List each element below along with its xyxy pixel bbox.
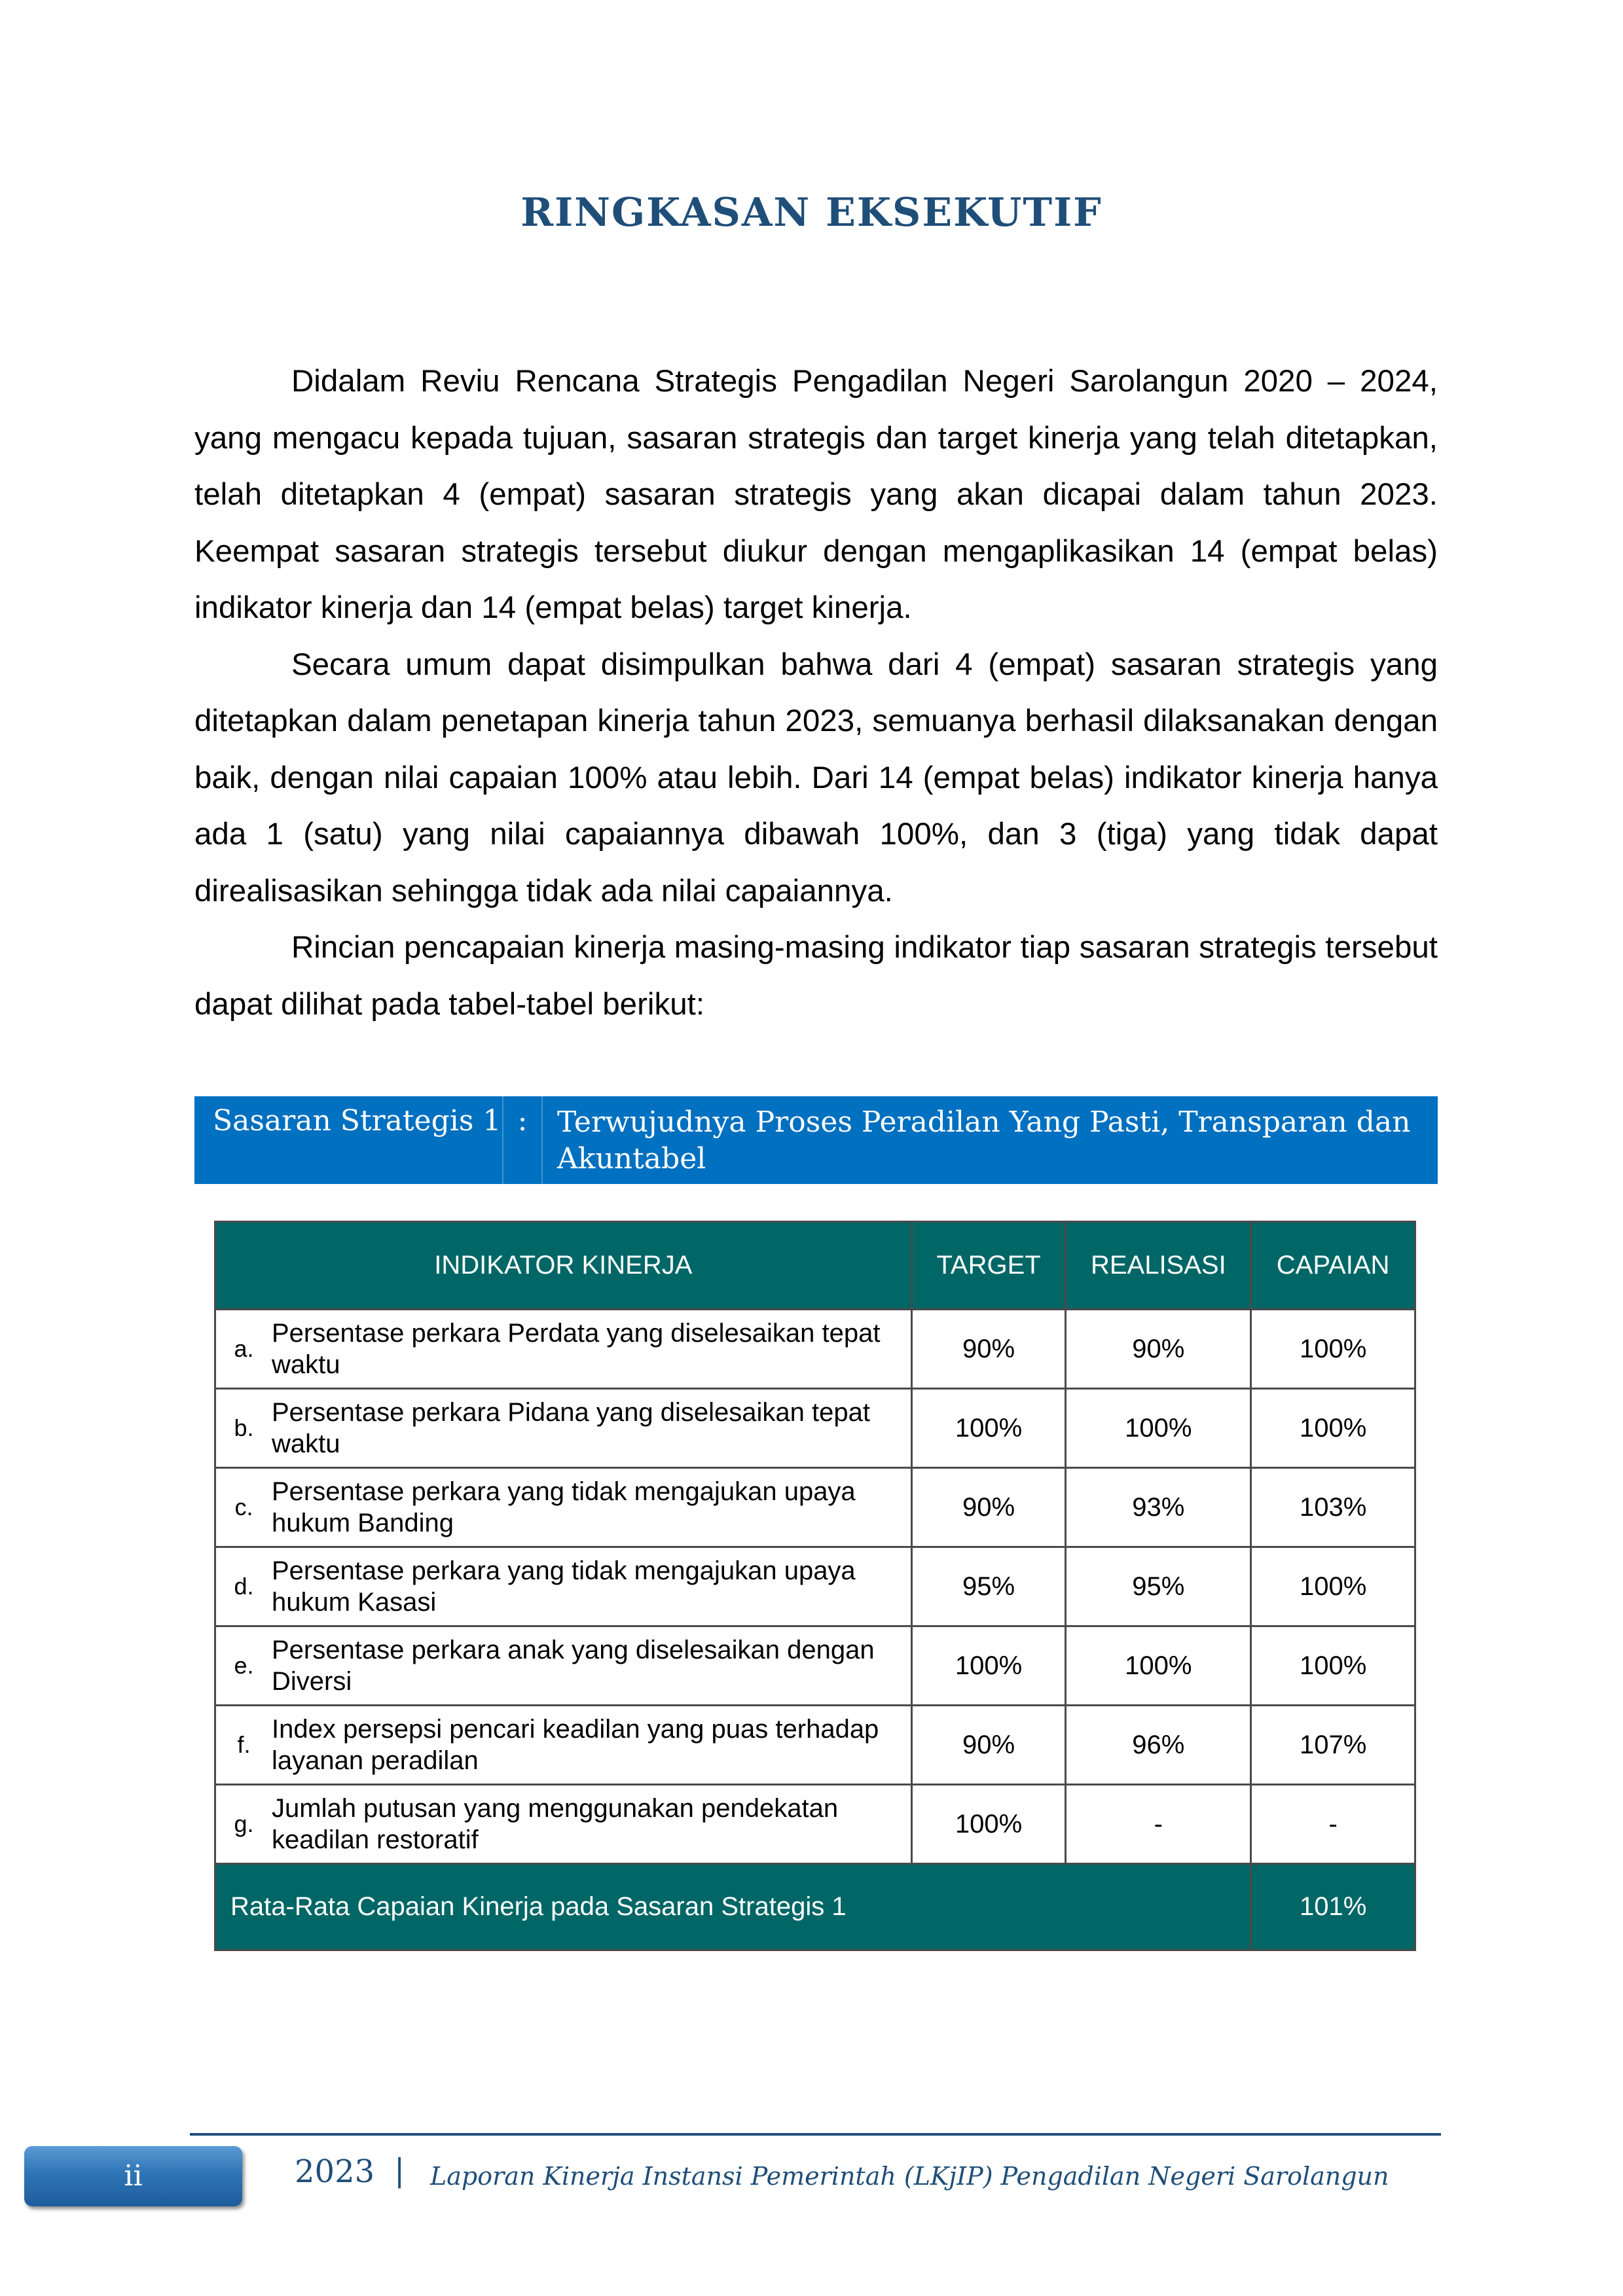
row-letter: c. — [234, 1494, 253, 1520]
realisasi-cell: 95% — [1066, 1547, 1251, 1626]
target-cell: 90% — [911, 1310, 1066, 1389]
target-cell: 90% — [911, 1706, 1066, 1785]
row-letter: b. — [234, 1414, 254, 1441]
sasaran-strategis-header — [194, 1096, 1438, 1184]
realisasi-cell: 96% — [1066, 1706, 1251, 1785]
indikator-cell — [215, 1468, 912, 1547]
row-letter: e. — [234, 1652, 254, 1679]
table-row — [215, 1468, 1415, 1547]
target-cell: 90% — [911, 1468, 1066, 1547]
indikator-cell — [215, 1785, 912, 1864]
target-cell: 100% — [911, 1785, 1066, 1864]
indikator-cell — [215, 1389, 912, 1468]
footer-year: 2023 — [295, 2153, 375, 2190]
indikator-text: Persentase perkara anak yang diselesaikan dengan Diversi — [272, 1636, 875, 1696]
indikator-text: Persentase perkara Pidana yang diselesaikan tepat waktu — [272, 1398, 870, 1458]
indikator-text: Jumlah putusan yang menggunakan pendekatan keadilan restoratif — [272, 1794, 839, 1854]
header-target: TARGET — [911, 1222, 1066, 1310]
target-cell: 100% — [911, 1389, 1066, 1468]
realisasi-cell: - — [1066, 1785, 1251, 1864]
table-header-row — [215, 1222, 1415, 1310]
realisasi-cell: 93% — [1066, 1468, 1251, 1547]
footer-separator: | — [394, 2152, 405, 2189]
indikator-text: Persentase perkara yang tidak mengajukan upaya hukum Kasasi — [272, 1556, 856, 1617]
page-title: RINGKASAN EKSEKUTIF — [520, 190, 1103, 236]
realisasi-cell: 100% — [1066, 1389, 1251, 1468]
capaian-cell: 100% — [1251, 1626, 1415, 1706]
indikator-text: Persentase perkara Perdata yang diselesaikan tepat waktu — [272, 1319, 881, 1379]
indikator-text: Persentase perkara yang tidak mengajukan upaya hukum Banding — [272, 1477, 856, 1537]
table-row — [215, 1389, 1415, 1468]
page-number: ii — [124, 2159, 143, 2193]
footer-report-title: Laporan Kinerja Instansi Pemerintah (LKjIP) Pengadilan Negeri Sarolangun — [430, 2162, 1389, 2191]
indikator-text: Index persepsi pencari keadilan yang puas terhadap layanan peradilan — [272, 1715, 879, 1775]
row-letter: g. — [234, 1810, 254, 1837]
paragraph: Secara umum dapat disimpulkan bahwa dari 4 (empat) sasaran strategis yang ditetapkan dalam penetapan kinerja tahun 2023, semuanya berhasil dilaksanakan dengan baik, dengan nilai capaian 100% atau lebih. Dari 14 (empat belas) indikator kinerja hanya ada 1 (satu) yang nilai capaiannya dibawah 100%, dan 3 (tiga) yang tidak dapat direalisasikan sehingga tidak ada nilai capaiannya. — [194, 647, 1438, 908]
sasaran-label: Sasaran Strategis 1 — [194, 1096, 503, 1184]
target-cell: 95% — [911, 1547, 1066, 1626]
realisasi-cell: 90% — [1066, 1310, 1251, 1389]
executive-summary-text — [194, 353, 1438, 1033]
average-value: 101% — [1251, 1864, 1415, 1950]
target-cell: 100% — [911, 1626, 1066, 1706]
row-letter: d. — [234, 1573, 254, 1600]
capaian-cell: 100% — [1251, 1310, 1415, 1389]
sasaran-value: Terwujudnya Proses Peradilan Yang Pasti, Transparan dan Akuntabel — [557, 1105, 1411, 1175]
row-letter: f. — [237, 1731, 251, 1758]
footer-divider — [190, 2133, 1441, 2136]
average-row — [215, 1864, 1415, 1950]
header-indikator: INDIKATOR KINERJA — [215, 1222, 912, 1310]
indikator-cell — [215, 1706, 912, 1785]
capaian-cell: 103% — [1251, 1468, 1415, 1547]
page-number-tab — [24, 2146, 242, 2206]
header-realisasi: REALISASI — [1066, 1222, 1251, 1310]
table-row — [215, 1706, 1415, 1785]
capaian-cell: 100% — [1251, 1547, 1415, 1626]
capaian-cell: - — [1251, 1785, 1415, 1864]
table-row — [215, 1626, 1415, 1706]
table-row — [215, 1310, 1415, 1389]
paragraph: Didalam Reviu Rencana Strategis Pengadilan Negeri Sarolangun 2020 – 2024, yang mengacu kepada tujuan, sasaran strategis dan target kinerja yang telah ditetapkan, telah ditetapkan 4 (empat) sasaran strategis yang akan dicapai dalam tahun 2023. Keempat sasaran strategis tersebut diukur dengan mengaplikasikan 14 (empat belas) indikator kinerja dan 14 (empat belas) target kinerja. — [194, 364, 1438, 625]
indikator-cell — [215, 1626, 912, 1706]
capaian-cell: 100% — [1251, 1389, 1415, 1468]
capaian-cell: 107% — [1251, 1706, 1415, 1785]
sasaran-colon: : — [503, 1096, 543, 1184]
indikator-cell — [215, 1310, 912, 1389]
average-label: Rata-Rata Capaian Kinerja pada Sasaran Strategis 1 — [215, 1864, 1251, 1950]
table-row — [215, 1785, 1415, 1864]
header-capaian: CAPAIAN — [1251, 1222, 1415, 1310]
table-row — [215, 1547, 1415, 1626]
indikator-cell — [215, 1547, 912, 1626]
indikator-kinerja-table — [214, 1221, 1416, 1951]
paragraph: Rincian pencapaian kinerja masing-masing indikator tiap sasaran strategis tersebut dapat dilihat pada tabel-tabel berikut: — [194, 930, 1438, 1022]
row-letter: a. — [234, 1335, 254, 1362]
realisasi-cell: 100% — [1066, 1626, 1251, 1706]
